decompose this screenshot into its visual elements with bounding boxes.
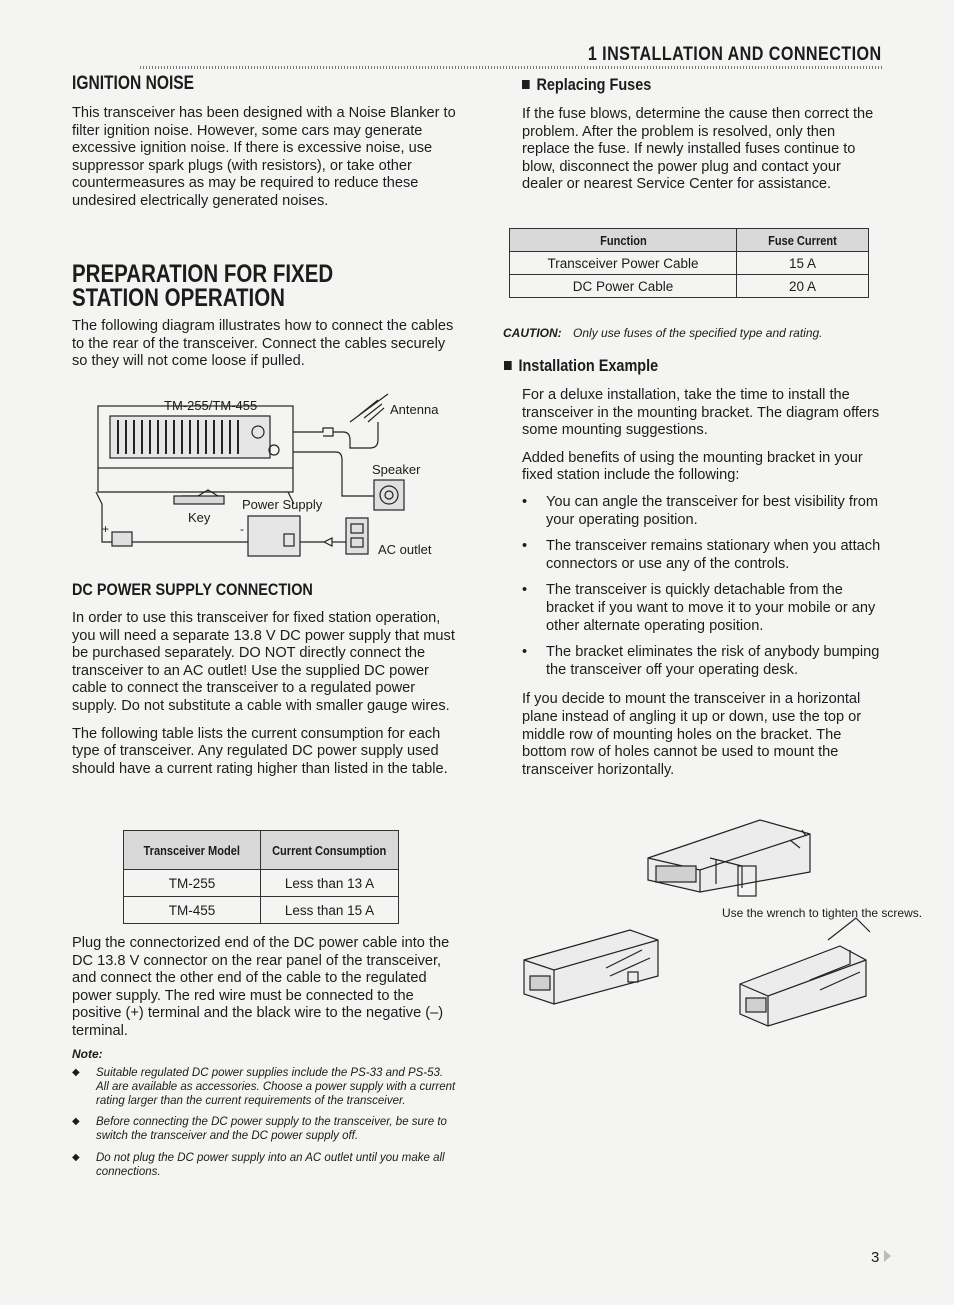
header-dotted-rule bbox=[140, 66, 884, 69]
bullet-mark: • bbox=[522, 493, 528, 510]
note-item bbox=[72, 1151, 457, 1179]
section-bullet-square bbox=[504, 361, 512, 370]
install-bullet bbox=[522, 644, 882, 679]
wrench-caption-line bbox=[722, 906, 922, 920]
power-supply-label: Power Supply bbox=[242, 497, 323, 512]
section-bullet-square bbox=[522, 80, 530, 89]
table-row bbox=[510, 252, 869, 275]
speaker-label: Speaker bbox=[372, 462, 421, 477]
install-bullet bbox=[522, 538, 882, 573]
note-item bbox=[72, 1115, 457, 1143]
install-title: Installation Example bbox=[504, 357, 825, 375]
install-para1: For a deluxe installation, take the time to install the transceiver in the mounting bracket. The diagram offers some mounting suggestions. bbox=[522, 387, 880, 439]
table-row bbox=[510, 275, 869, 298]
dc-power-para3: Plug the connectorized end of the DC power cable into the DC 13.8 V connector on the rear panel of the transceiver, and connect the other end of the cable to the regulated power supply. The red wire must be connected to the positive (+) terminal and the black wire to the negative (–) terminal. bbox=[72, 935, 450, 1039]
table-header: Function bbox=[510, 229, 737, 252]
fuses-body: If the fuse blows, determine the cause then correct the problem. After the problem is resolved, only then replace the fuse. If newly installed fuses continue to blow, disconnect the power plug and contact your dealer or nearest Service Center for assistance. bbox=[522, 106, 874, 193]
wrench-caption: Use the wrench to tighten the screws. bbox=[722, 906, 923, 920]
install-bullet bbox=[522, 582, 882, 635]
power-supply-icon bbox=[132, 516, 346, 556]
next-page-arrow-icon bbox=[884, 1250, 891, 1262]
fixed-station-section bbox=[72, 262, 457, 371]
table-header: Current Consumption bbox=[261, 831, 399, 870]
dc-power-title: DC POWER SUPPLY CONNECTION bbox=[72, 580, 313, 599]
ac-outlet-icon bbox=[346, 518, 368, 554]
antenna-icon bbox=[293, 394, 388, 448]
table-cell: 15 A bbox=[737, 252, 869, 275]
page-number bbox=[871, 1249, 891, 1266]
install-para2: Added benefits of using the mounting bracket in your fixed station include the following: bbox=[522, 449, 863, 484]
minus-label: - bbox=[240, 522, 244, 536]
table-row bbox=[124, 870, 399, 897]
page-header bbox=[0, 40, 954, 72]
ignition-section bbox=[72, 74, 457, 211]
antenna-label: Antenna bbox=[390, 402, 439, 417]
fixed-station-body: The following diagram illustrates how to connect the cables to the rear of the transceiver. Connect the cables securely so they will not come loose if pulled. bbox=[72, 318, 454, 370]
dc-power-section bbox=[72, 581, 457, 778]
fuse-caution bbox=[503, 326, 823, 340]
table-row bbox=[124, 897, 399, 924]
dc-power-para2: The following table lists the current consumption for each type of transceiver. Any regulated DC power supply used should have a current rating higher than listed in the table. bbox=[72, 725, 448, 777]
table-header: Transceiver Model bbox=[124, 831, 261, 870]
caution-label: CAUTION: bbox=[503, 326, 562, 340]
transceiver-illustration bbox=[96, 406, 294, 504]
note-text: Before connecting the DC power supply to the transceiver, be sure to switch the transceiver and the DC power supply off. bbox=[96, 1116, 447, 1143]
plus-label: + bbox=[102, 522, 110, 536]
table-cell: DC Power Cable bbox=[510, 275, 737, 298]
install-section bbox=[518, 356, 882, 779]
fuses-title: Replacing Fuses bbox=[522, 76, 828, 94]
fixed-station-title: PREPARATION FOR FIXED STATION OPERATION bbox=[72, 260, 334, 312]
ignition-body: This transceiver has been designed with a Noise Blanker to filter ignition noise. However, some cars may generate excessive ignition noise. If there is excessive noise, use suppressor spark plugs (with resistors), or take other countermeasures as may be required to reduce these undesired electrically generated noises. bbox=[72, 105, 456, 209]
note-item bbox=[72, 1066, 457, 1109]
caution-text: Only use fuses of the specified type and rating. bbox=[573, 326, 823, 340]
ac-outlet-label: AC outlet bbox=[378, 542, 432, 557]
dc-power-instructions bbox=[72, 935, 457, 1179]
note-text: Suitable regulated DC power supplies include the PS-33 and PS-53. All are available as accessories. Choose a power supply with a current rating larger than the current requirements of the transceiver. bbox=[96, 1066, 456, 1107]
table-header-row bbox=[510, 229, 869, 252]
note-bullet: ◆ bbox=[72, 1116, 80, 1128]
table-cell: TM-255 bbox=[124, 870, 261, 897]
table-cell: Transceiver Power Cable bbox=[510, 252, 737, 275]
bracket-illustration-left bbox=[524, 930, 658, 1004]
bullet-mark: • bbox=[522, 538, 528, 555]
note-bullet: ◆ bbox=[72, 1066, 80, 1078]
dc-power-para1: In order to use this transceiver for fixed station operation, you will need a separate 13.8 V DC power supply that must be purchased separately. DO NOT directly connect the transceiver to an AC outlet! Use the supplied DC power cable to connect the transceiver to a regulated power supply. Do not substitute a cable with smaller gauge wires. bbox=[72, 610, 455, 714]
bullet-text: The transceiver remains stationary when you attach connectors or use any of the controls. bbox=[546, 538, 881, 572]
bracket-illustration-top bbox=[648, 820, 810, 896]
current-consumption-table bbox=[123, 830, 399, 924]
table-cell: 20 A bbox=[737, 275, 869, 298]
note-text: Do not plug the DC power supply into an AC outlet until you make all connections. bbox=[96, 1151, 445, 1178]
table-cell: Less than 15 A bbox=[261, 897, 399, 924]
table-cell: Less than 13 A bbox=[261, 870, 399, 897]
section-title: 1 INSTALLATION AND CONNECTION bbox=[588, 44, 882, 65]
bullet-mark: • bbox=[522, 644, 528, 661]
table-header: Fuse Current bbox=[737, 229, 869, 252]
fuse-table bbox=[509, 228, 869, 298]
install-para3: If you decide to mount the transceiver in a horizontal plane instead of angling it up or down, use the top or middle row of mounting holes on the bracket. The bottom row of holes cannot be used to mount the transceiver horizontally. bbox=[522, 691, 862, 778]
key-label: Key bbox=[188, 510, 211, 525]
bracket-illustration-right bbox=[740, 918, 870, 1026]
fuses-section bbox=[522, 76, 882, 194]
bullet-text: The transceiver is quickly detachable from the bracket if you want to move it to your mobile or any other alternate operating position. bbox=[546, 582, 876, 634]
ignition-title: IGNITION NOISE bbox=[72, 73, 195, 94]
page-number-text: 3 bbox=[871, 1249, 880, 1266]
diagram-model-label: TM-255/TM-455 bbox=[164, 398, 258, 413]
bullet-text: The bracket eliminates the risk of anybody bumping the transceiver off your operating desk. bbox=[546, 644, 880, 678]
connection-diagram bbox=[88, 392, 458, 572]
bullet-mark: • bbox=[522, 582, 528, 599]
note-bullet: ◆ bbox=[72, 1151, 80, 1163]
table-header-row bbox=[124, 831, 399, 870]
mounting-bracket-diagram bbox=[510, 800, 923, 1030]
note-title: Note: bbox=[72, 1046, 103, 1061]
install-bullet bbox=[522, 494, 882, 529]
table-cell: TM-455 bbox=[124, 897, 261, 924]
bullet-text: You can angle the transceiver for best visibility from your operating position. bbox=[546, 493, 879, 528]
